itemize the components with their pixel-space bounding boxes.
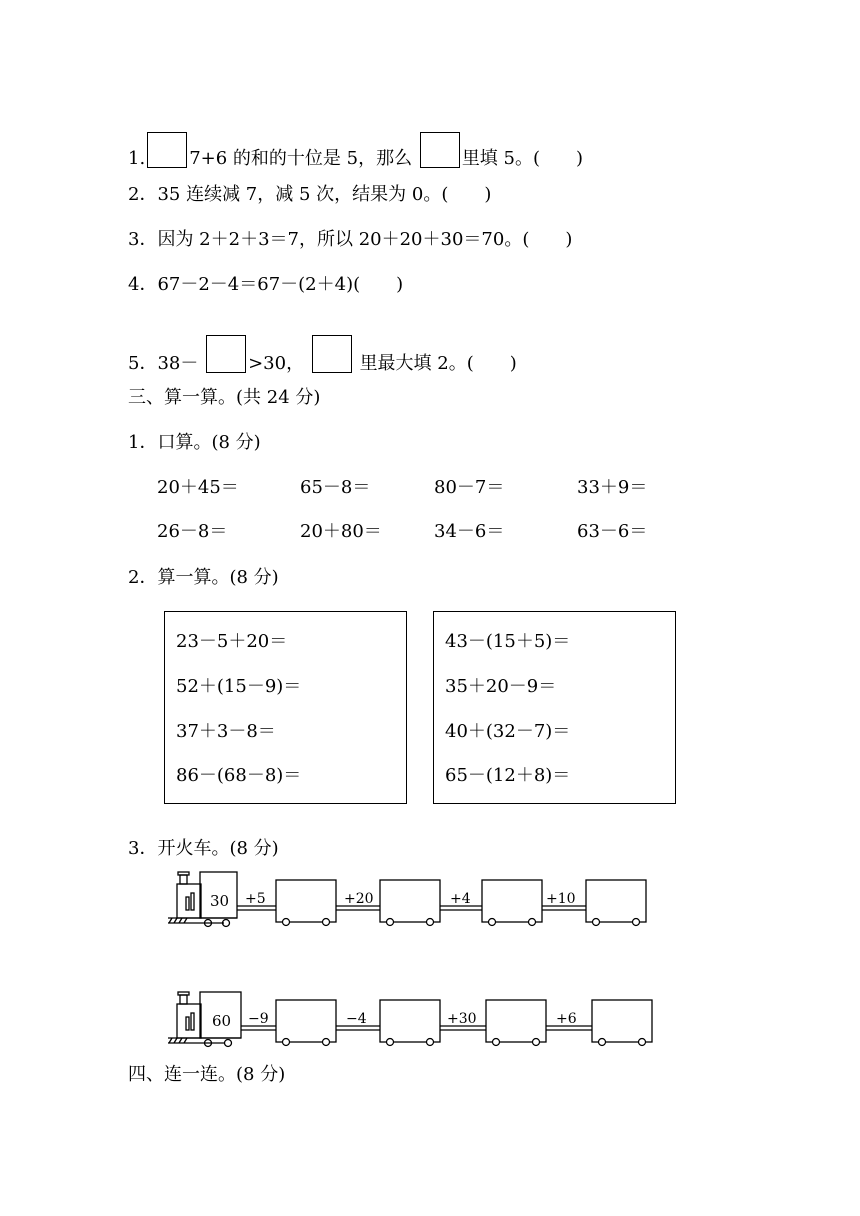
judge-item-1 <box>128 132 583 168</box>
answer-box[interactable] <box>420 132 460 168</box>
train-op-label: +6 <box>556 1011 577 1027</box>
oral-problem: 63－6＝ <box>577 521 648 542</box>
answer-box[interactable] <box>206 335 246 373</box>
oral-problem: 65－8＝ <box>300 477 371 498</box>
calc-title: 2．算一算。(8 分) <box>128 567 279 588</box>
answer-box[interactable] <box>147 132 187 168</box>
train-title: 3．开火车。(8 分) <box>128 838 279 859</box>
item-text: >30， <box>248 353 305 374</box>
train-op-label: +5 <box>245 891 266 907</box>
judge-item-5 <box>128 335 517 373</box>
oral-problem: 20＋80＝ <box>300 521 382 542</box>
calc-problem: 43－(15＋5)＝ <box>445 631 571 652</box>
calc-problem: 52＋(15－9)＝ <box>176 676 302 697</box>
oral-problem: 20＋45＝ <box>157 477 239 498</box>
oral-problem: 26－8＝ <box>157 521 228 542</box>
train-car-answer[interactable] <box>592 1000 652 1042</box>
train-car-answer[interactable] <box>482 880 542 922</box>
calc-box-left <box>164 611 407 804</box>
train-car-answer[interactable] <box>486 1000 546 1042</box>
calc-box-right <box>433 611 676 804</box>
calc-problem: 86－(68－8)＝ <box>176 765 302 786</box>
oral-title: 1．口算。(8 分) <box>128 432 261 453</box>
item-text: 7+6 的和的十位是 5，那么 <box>189 148 413 169</box>
calc-problem: 23－5＋20＝ <box>176 631 288 652</box>
calc-problem: 65－(12＋8)＝ <box>445 765 571 786</box>
train-2 <box>164 988 664 1050</box>
item-text: 里最大填 2。( ) <box>359 353 517 374</box>
section-title: 三、算一算。(共 24 分) <box>128 387 321 408</box>
oral-problem: 33＋9＝ <box>577 477 648 498</box>
train-op-label: −9 <box>248 1011 269 1027</box>
train-car-answer[interactable] <box>586 880 646 922</box>
train-start-value: 60 <box>212 1012 232 1030</box>
train-car-answer[interactable] <box>276 880 336 922</box>
train-car-answer[interactable] <box>380 880 440 922</box>
item-text: 里填 5。( ) <box>461 148 584 169</box>
judge-item-2: 2．35 连续减 7，减 5 次，结果为 0。( ) <box>128 184 492 205</box>
judge-item-3: 3．因为 2＋2＋3＝7，所以 20＋20＋30＝70。( ) <box>128 229 573 250</box>
train-start-value: 30 <box>210 892 230 910</box>
answer-box[interactable] <box>312 335 352 373</box>
oral-problem: 80－7＝ <box>434 477 505 498</box>
train-op-label: −4 <box>346 1011 367 1027</box>
section-title: 四、连一连。(8 分) <box>128 1064 286 1085</box>
train-car-answer[interactable] <box>276 1000 336 1042</box>
item-number: 1. <box>128 148 146 169</box>
train-1 <box>164 868 664 930</box>
train-op-label: +4 <box>450 891 471 907</box>
train-op-label: +10 <box>546 891 576 907</box>
train-op-label: +20 <box>344 891 374 907</box>
calc-problem: 35＋20－9＝ <box>445 676 557 697</box>
item-text: 5．38－ <box>128 353 199 374</box>
calc-problem: 40＋(32－7)＝ <box>445 721 571 742</box>
train-op-label: +30 <box>447 1011 477 1027</box>
calc-problem: 37＋3－8＝ <box>176 721 276 742</box>
judge-item-4: 4．67－2－4＝67－(2＋4)( ) <box>128 274 404 295</box>
train-car-answer[interactable] <box>380 1000 440 1042</box>
oral-problem: 34－6＝ <box>434 521 505 542</box>
